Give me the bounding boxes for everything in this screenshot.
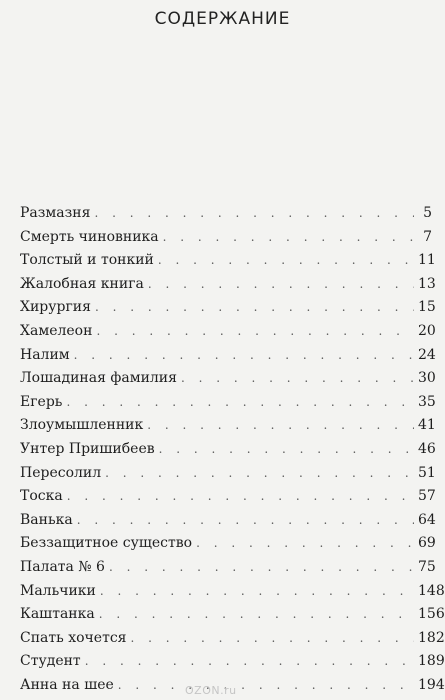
toc-entry-title: Мальчики bbox=[20, 582, 96, 599]
toc-entry-page: 57 bbox=[418, 488, 436, 505]
toc-entry bbox=[20, 273, 436, 297]
toc-entry bbox=[20, 249, 436, 273]
toc-leader-dots bbox=[196, 532, 414, 556]
toc-entry-title: Пересолил bbox=[20, 464, 102, 481]
toc-entry-page: 51 bbox=[418, 464, 436, 481]
toc-leader-dots bbox=[118, 674, 414, 698]
toc-leader-dots bbox=[131, 627, 415, 651]
toc-entry-title: Тоска bbox=[20, 488, 63, 505]
toc-entry-title: Налим bbox=[20, 346, 70, 363]
toc-leader-dots bbox=[105, 462, 414, 486]
toc-entry bbox=[20, 367, 436, 391]
toc-entry-page: 46 bbox=[418, 440, 436, 457]
toc-entry-title: Спать хочется bbox=[20, 629, 127, 646]
toc-entry-page: 194 bbox=[418, 676, 445, 693]
toc-leader-dots bbox=[94, 202, 414, 226]
toc-entry bbox=[20, 485, 436, 509]
toc-entry bbox=[20, 509, 436, 533]
toc-entry bbox=[20, 650, 445, 674]
toc-entry-title: Жалобная книга bbox=[20, 275, 144, 292]
toc-entry-page: 148 bbox=[418, 582, 445, 599]
toc-entry-page: 64 bbox=[418, 511, 436, 528]
page-title: СОДЕРЖАНИЕ bbox=[154, 9, 291, 29]
toc-leader-dots bbox=[85, 650, 414, 674]
toc-leader-dots bbox=[100, 580, 414, 604]
toc-leader-dots bbox=[163, 226, 414, 250]
toc-entry-page: 24 bbox=[418, 346, 436, 363]
toc-leader-dots bbox=[109, 556, 414, 580]
toc-entry bbox=[20, 462, 436, 486]
toc-entry bbox=[20, 438, 436, 462]
toc-entry-title: Хирургия bbox=[20, 299, 91, 316]
toc-entry-title: Унтер Пришибеев bbox=[20, 440, 155, 457]
toc-entry-title: Толстый и тонкий bbox=[20, 252, 154, 269]
toc-entry bbox=[20, 344, 436, 368]
toc-entry-page: 11 bbox=[418, 252, 436, 269]
toc-entry bbox=[20, 580, 445, 604]
toc-entry bbox=[20, 627, 445, 651]
toc-entry-page: 41 bbox=[418, 417, 436, 434]
toc-entry-page: 35 bbox=[418, 393, 436, 410]
toc-entry-title: Хамелеон bbox=[20, 322, 93, 339]
toc-entry bbox=[20, 532, 436, 556]
toc-leader-dots bbox=[67, 485, 414, 509]
toc-leader-dots bbox=[159, 438, 414, 462]
toc-entry-page: 13 bbox=[418, 275, 436, 292]
toc-entry-title: Злоумышленник bbox=[20, 417, 144, 434]
toc-leader-dots bbox=[77, 509, 414, 533]
toc-leader-dots bbox=[158, 249, 414, 273]
toc-leader-dots bbox=[99, 603, 414, 627]
toc-entry bbox=[20, 296, 436, 320]
toc-entry bbox=[20, 226, 432, 250]
toc-entry-page: 20 bbox=[418, 322, 436, 339]
toc-entry-title: Студент bbox=[20, 653, 81, 670]
toc-entry-title: Размазня bbox=[20, 205, 91, 221]
toc-entry-title: Анна на шее bbox=[20, 676, 114, 693]
toc-entry-page: 156 bbox=[418, 606, 445, 623]
toc-entry bbox=[20, 414, 436, 438]
toc-leader-dots bbox=[181, 367, 414, 391]
toc-entry-page: 189 bbox=[418, 653, 445, 670]
toc-entry-page: 75 bbox=[418, 558, 436, 575]
toc-entry-page: 69 bbox=[418, 535, 436, 552]
toc-entry-title: Ванька bbox=[20, 511, 73, 528]
toc-entry-page: 7 bbox=[423, 228, 432, 245]
toc-entry bbox=[20, 556, 436, 580]
toc-entry-page: 30 bbox=[418, 370, 436, 387]
toc-leader-dots bbox=[95, 296, 414, 320]
toc-entry-page: 5 bbox=[423, 205, 432, 221]
toc-entry-title: Смерть чиновника bbox=[20, 228, 159, 245]
toc-entry bbox=[20, 603, 445, 627]
toc-leader-dots bbox=[74, 344, 414, 368]
toc-entry bbox=[20, 202, 432, 226]
toc-entry-title: Каштанка bbox=[20, 606, 95, 623]
toc-entry-title: Лошадиная фамилия bbox=[20, 370, 177, 387]
toc-entry-page: 182 bbox=[418, 629, 445, 646]
toc-entry bbox=[20, 391, 436, 415]
toc-entry-title: Беззащитное существо bbox=[20, 535, 193, 552]
toc-leader-dots bbox=[148, 273, 414, 297]
toc-entry bbox=[20, 320, 436, 344]
toc-entry-title: Палата № 6 bbox=[20, 558, 105, 575]
toc-entry-page: 15 bbox=[418, 299, 436, 316]
toc-entry-title: Егерь bbox=[20, 393, 63, 410]
table-of-contents bbox=[20, 202, 445, 697]
toc-leader-dots bbox=[147, 414, 414, 438]
toc-leader-dots bbox=[96, 320, 414, 344]
ozon-watermark: OZON.ru bbox=[185, 684, 237, 697]
toc-leader-dots bbox=[66, 391, 414, 415]
